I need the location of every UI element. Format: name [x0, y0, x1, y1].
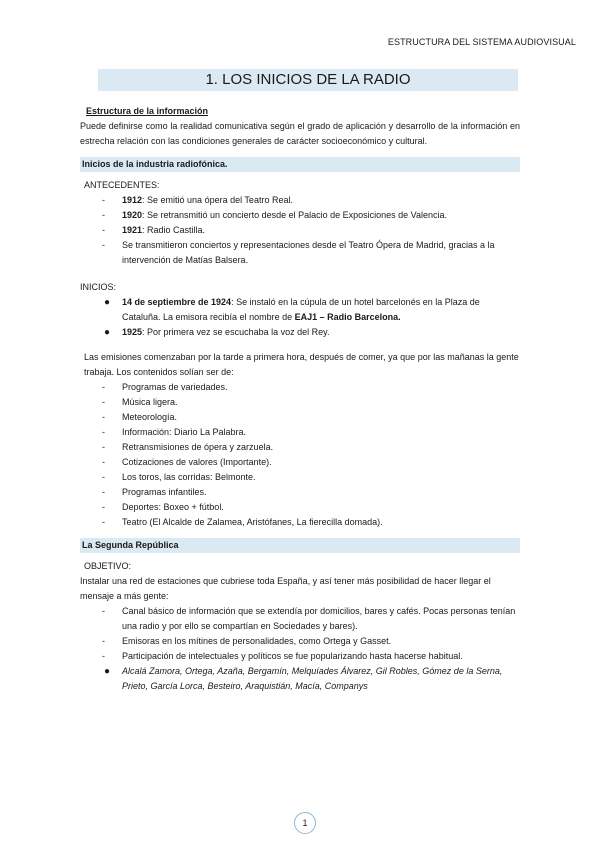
- list-item: - Programas de variedades.: [102, 382, 228, 392]
- objetivo-paragraph: Instalar una red de estaciones que cubriese toda España, y así tener más posibilidad de hacer llegar el mensaje a más gente:: [80, 576, 491, 601]
- antecedentes-list: [80, 193, 520, 268]
- list-item: ● 14 de septiembre de 1924: Se instaló en la cúpula de un hotel barcelonés en la Plaza de Cataluña. La emisora recibía el nombre de EAJ1 – Radio Barcelona.: [104, 297, 480, 322]
- list-item: - Emisoras en los mítines de personalidades, como Ortega y Gasset.: [102, 636, 392, 646]
- list-item: - Deportes: Boxeo + fútbol.: [102, 502, 224, 512]
- list-item: - Se transmitieron conciertos y representaciones desde el Teatro Ópera de Madrid, gracias a la intervención de Matías Balsera.: [102, 240, 495, 265]
- list-item: - 1921: Radio Castilla.: [102, 225, 206, 235]
- estructura-paragraph: Puede definirse como la realidad comunicativa según el grado de aplicación y desarrollo de la información en estrecha relación con las condiciones generales de carácter socioeconómico y cultural.: [80, 121, 520, 146]
- emisiones-paragraph: Las emisiones comenzaban por la tarde a primera hora, después de comer, ya que por las mañanas la gente trabaja. Los contenidos solían ser de:: [84, 352, 519, 377]
- section-segunda-republica: La Segunda República: [80, 538, 520, 553]
- objetivo-label: OBJETIVO:: [84, 561, 132, 571]
- list-item: - 1912: Se emitió una ópera del Teatro Real.: [102, 195, 293, 205]
- list-item: - Canal básico de información que se extendía por domicilios, bares y cafés. Pocas personas tenían una radio y por ello se compartían en Sociedades y bares).: [102, 606, 516, 631]
- inicios-list: [80, 295, 520, 340]
- antecedentes-label: ANTECEDENTES:: [84, 180, 160, 190]
- estructura-heading: Estructura de la información: [86, 106, 209, 116]
- list-item: ● 1925: Por primera vez se escuchaba la voz del Rey.: [104, 327, 330, 338]
- emisiones-list: [80, 380, 520, 530]
- document-body: [80, 104, 520, 694]
- list-item: - Retransmisiones de ópera y zarzuela.: [102, 442, 274, 452]
- segunda-list: [80, 604, 520, 694]
- inicios-label: INICIOS:: [80, 282, 117, 292]
- section-inicios-industria: Inicios de la industria radiofónica.: [80, 157, 520, 172]
- list-item: - Participación de intelectuales y políticos se fue popularizando hasta hacerse habitual.: [102, 651, 463, 661]
- list-item: - 1920: Se retransmitió un concierto desde el Palacio de Exposiciones de Valencia.: [102, 210, 448, 220]
- list-item: - Información: Diario La Palabra.: [102, 427, 247, 437]
- running-header: ESTRUCTURA DEL SISTEMA AUDIOVISUAL: [387, 37, 576, 47]
- list-item: - Cotizaciones de valores (Importante).: [102, 457, 272, 467]
- page-number: 1: [294, 812, 316, 834]
- list-item: - Teatro (El Alcalde de Zalamea, Aristófanes, La fierecilla domada).: [102, 517, 383, 527]
- list-item: - Programas infantiles.: [102, 487, 207, 497]
- list-item: - Música ligera.: [102, 397, 178, 407]
- list-item: ● Alcalá Zamora, Ortega, Azaña, Bergamín, Melquíades Álvarez, Gil Robles, Gómez de la Serna, Prieto, García Lorca, Besteiro, Araquistián, Macía, Companys: [104, 666, 503, 691]
- list-item: - Los toros, las corridas: Belmonte.: [102, 472, 256, 482]
- list-item: - Meteorología.: [102, 412, 178, 422]
- page-title: 1. LOS INICIOS DE LA RADIO: [98, 69, 518, 91]
